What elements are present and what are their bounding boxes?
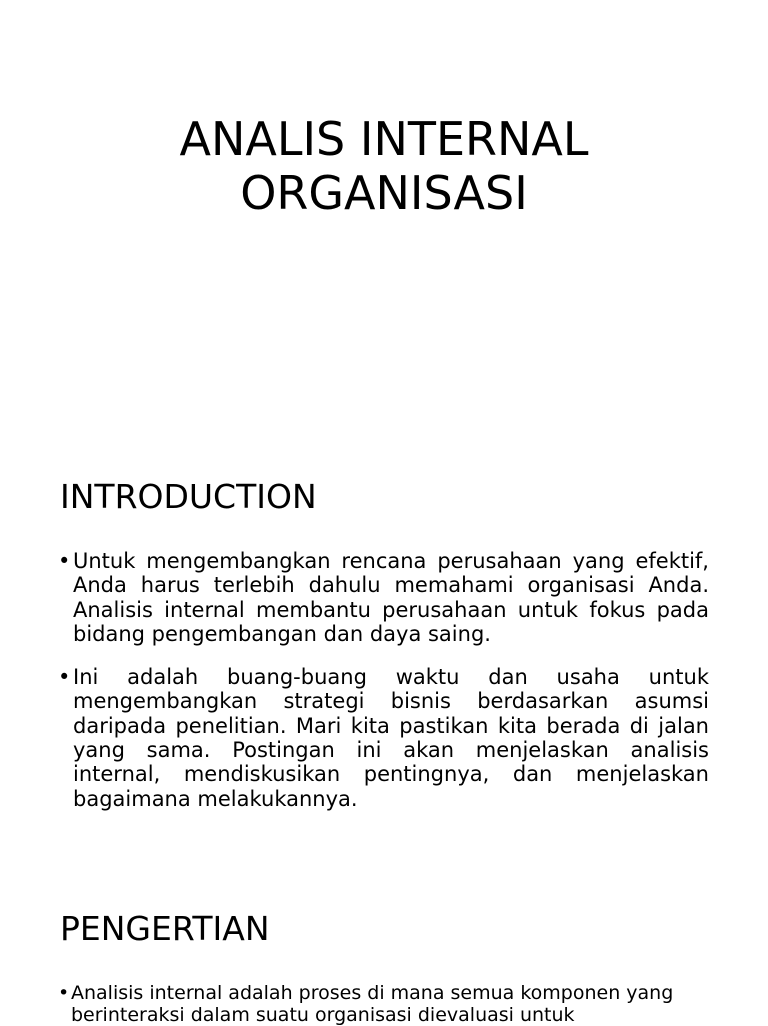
list-item <box>58 665 709 811</box>
bullet-icon: • <box>58 982 70 1004</box>
pengertian-bullet-list <box>58 983 709 1026</box>
bullet-icon: • <box>58 549 71 573</box>
slide-title-line-1: ANALIS INTERNAL <box>179 112 589 166</box>
list-item <box>58 549 709 646</box>
list-item <box>58 983 709 1026</box>
pengertian-heading: PENGERTIAN <box>60 909 270 948</box>
introduction-heading: INTRODUCTION <box>60 477 317 516</box>
bullet-text: Untuk mengembangkan rencana perusahaan yang efektif, Anda harus terlebih dahulu memahami organisasi Anda. Analisis internal membantu perusahaan untuk fokus pada bidang pengembangan dan daya saing. <box>73 549 709 646</box>
introduction-bullet-list <box>58 549 709 830</box>
bullet-icon: • <box>58 665 71 690</box>
bullet-text: Analisis internal adalah proses di mana semua komponen yang berinteraksi dalam suatu organisasi dievaluasi untuk <box>71 982 674 1026</box>
slide-title-line-2: ORGANISASI <box>240 166 528 220</box>
bullet-text: Ini adalah buang-buang waktu dan usaha untuk mengembangkan strategi bisnis berdasarkan asumsi daripada penelitian. Mari kita pastikan kita berada di jalan yang sama. Postingan ini akan menjelaskan analisis internal, mendiskusikan pentingnya, dan menjelaskan bagaimana melakukannya. <box>73 665 709 811</box>
slide-title <box>0 112 768 220</box>
